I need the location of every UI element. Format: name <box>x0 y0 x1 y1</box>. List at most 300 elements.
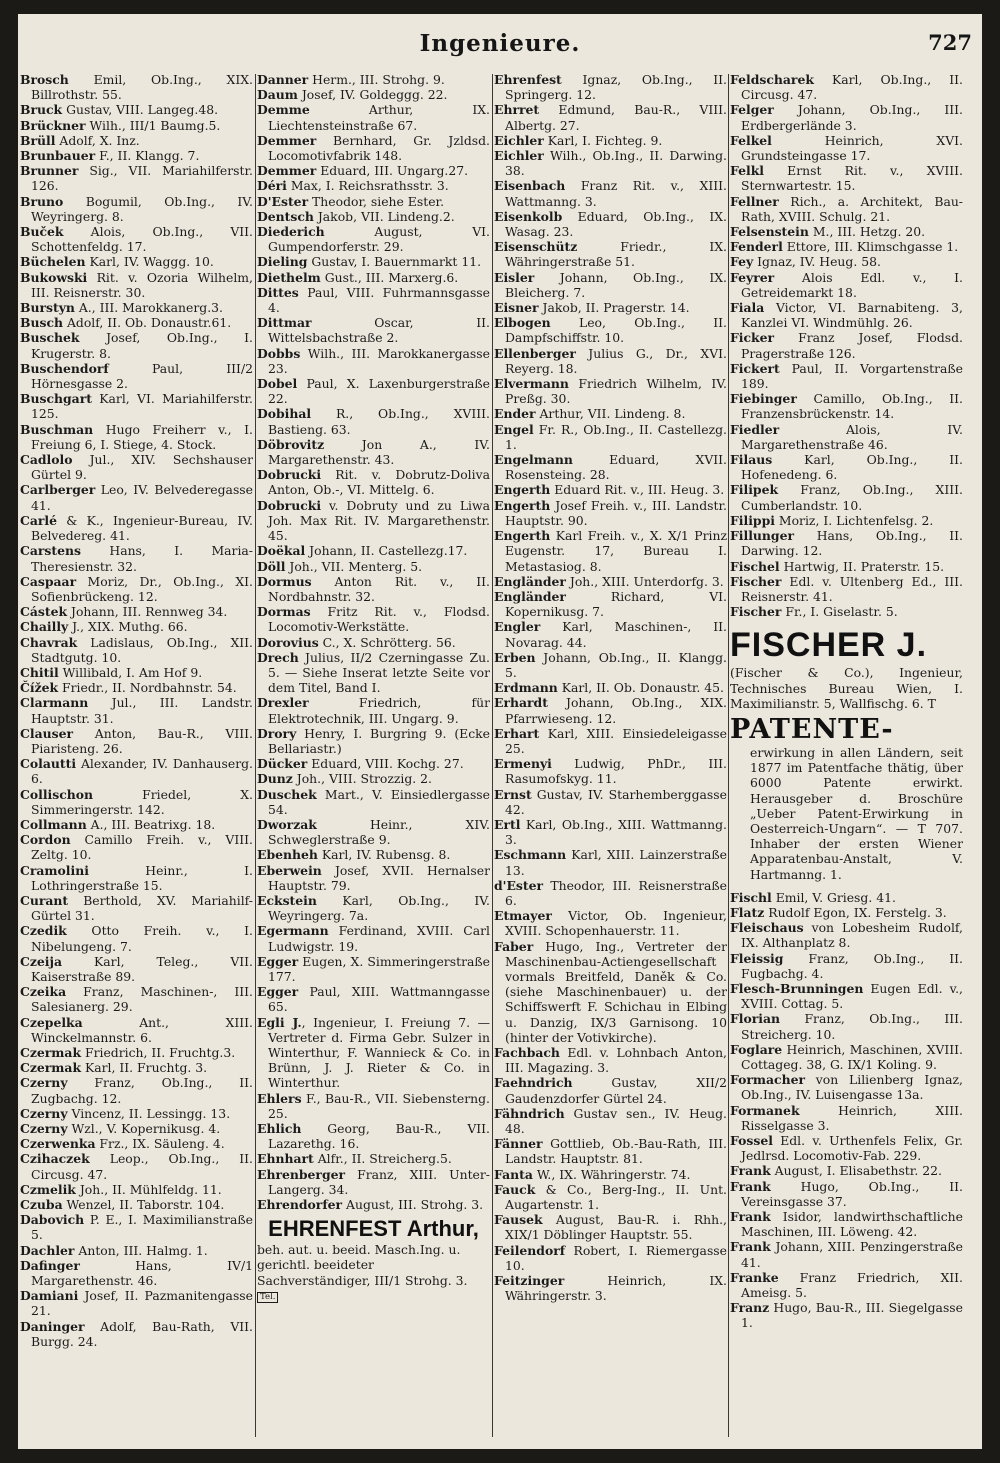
entry-details: Isidor, landwirthschaftliche Maschinen, III. Löweng. 42. <box>741 1209 963 1240</box>
entry-details: von Lilienberg Ignaz, Ob.Ing., IV. Luisengasse 13a. <box>741 1072 963 1103</box>
entry-name: Duschek <box>257 786 317 802</box>
directory-entry <box>20 194 253 224</box>
entry-name: Dobel <box>257 376 298 392</box>
directory-entry <box>20 1258 253 1288</box>
entry-details: Karl, XIII. Lainzerstraße 13. <box>505 847 727 878</box>
entry-details: Heinrich, IX. Währingerstr. 3. <box>505 1273 727 1304</box>
advertisement-intro: (Fischer & Co.), Ingenieur, Technisches Bureau Wien, I. Maximilianstr. 5, Wallfischg. 6. T <box>730 665 963 711</box>
directory-entry <box>494 1045 727 1075</box>
directory-entry <box>20 163 253 193</box>
entry-name: Brunner <box>20 163 79 179</box>
entry-details: Rudolf Egon, IX. Ferstelg. 3. <box>764 904 947 920</box>
entry-name: Chavrak <box>20 634 78 650</box>
directory-entry <box>257 102 490 132</box>
directory-entry <box>494 695 727 725</box>
directory-entry <box>20 315 253 330</box>
directory-entry <box>494 1136 727 1166</box>
entry-name: Dafinger <box>20 1257 80 1273</box>
entry-details: Adolf, II. Ob. Donaustr.61. <box>63 315 232 331</box>
entry-details: Johann, XIII. Penzingerstraße 41. <box>741 1239 963 1270</box>
entry-details: M., III. Hetzg. 20. <box>808 224 926 240</box>
directory-entry <box>20 574 253 604</box>
entry-name: Egger <box>257 984 299 1000</box>
entry-name: Czepelka <box>20 1014 83 1030</box>
entry-details: Eugen Edl. v., XVIII. Cottag. 5. <box>741 980 963 1012</box>
directory-entry <box>257 209 490 224</box>
entry-name: Czeija <box>20 953 62 969</box>
directory-entry <box>257 1197 490 1212</box>
directory-entry <box>20 635 253 665</box>
directory-entry <box>494 498 727 528</box>
entry-name: Fachbach <box>494 1045 560 1060</box>
entry-name: Filippi <box>730 512 775 528</box>
entry-details: Adolf, Bau-Rath, VII. Burgg. 24. <box>31 1318 253 1349</box>
entry-name: Fiala <box>730 300 765 316</box>
entry-name: Cramolini <box>20 862 89 878</box>
entry-details: Hugo, Bau-R., III. Siegelgasse 1. <box>741 1300 963 1331</box>
directory-entry <box>730 482 963 512</box>
directory-entry <box>730 330 963 360</box>
directory-entry <box>257 163 490 178</box>
directory-entry <box>20 604 253 619</box>
entry-name: Clauser <box>20 725 73 741</box>
directory-entry <box>494 589 727 619</box>
directory-entry <box>730 361 963 391</box>
entry-name: Dworzak <box>257 816 317 832</box>
entry-details: Gottlieb, Ob.-Bau-Rath, III. Landstr. Hauptstr. 81. <box>505 1136 727 1167</box>
entry-details: Bernhard, Gr. Jzldsd. Locomotivfabrik 148. <box>268 132 490 164</box>
entry-name: Fleissig <box>730 950 784 966</box>
entry-details: Julius G., Dr., XVI. Reyerg. 18. <box>505 345 727 376</box>
directory-entry <box>730 951 963 981</box>
directory-entry <box>257 224 490 254</box>
entry-details: Rit. v. Ozoria Wilhelm, III. Reisnerstr. 30. <box>31 269 253 300</box>
directory-entry <box>730 890 963 905</box>
directory-entry <box>730 133 963 163</box>
entry-name: Eisenkolb <box>494 208 563 224</box>
directory-entry <box>494 787 727 817</box>
directory-entry <box>730 920 963 950</box>
entry-name: Feilendorf <box>494 1242 566 1258</box>
entry-details: Richard, VI. Kopernikusg. 7. <box>505 588 727 620</box>
entry-details: Sig., VII. Mariahilferstr. 126. <box>31 163 253 194</box>
entry-name: Frank <box>730 1178 771 1194</box>
entry-name: Bruck <box>20 102 63 118</box>
directory-entry <box>494 102 727 132</box>
entry-details: Paul, XIII. Wattmanngasse 65. <box>268 984 490 1015</box>
directory-entry <box>257 133 490 163</box>
entry-details: August, VI. Gumpendorferstr. 29. <box>268 224 490 255</box>
directory-entry <box>20 893 253 923</box>
entry-name: Egermann <box>257 923 329 939</box>
entry-name: Fauck <box>494 1181 536 1197</box>
entry-details: Hans, I. Maria-Theresienstr. 32. <box>31 543 253 574</box>
directory-entry <box>20 984 253 1014</box>
entry-name: Drexler <box>257 695 309 711</box>
entry-details: & Co., Berg-Ing., II. Unt. Augartenstr. 1. <box>505 1181 727 1213</box>
entry-details: Friedel, X. Simmeringerstr. 142. <box>31 786 253 817</box>
directory-entry <box>494 1106 727 1136</box>
directory-entry <box>257 1167 490 1197</box>
entry-details: Hugo, Ing., Vertreter der Maschinenbau-Actiengesellschaft vormals Breitfeld, Daněk & Co. (siehe Maschinenbauer) u. der Schiffswerft F. Schichau in Elbing u. Danzig, IX/3 Garnisong. 10 (hinter der Votivkirche). <box>505 938 727 1045</box>
directory-entry <box>20 1136 253 1151</box>
directory-entry <box>494 270 727 300</box>
entry-details: W., IX. Währingerstr. 74. <box>532 1166 691 1182</box>
entry-details: Victor, Ob. Ingenieur, XVIII. Schopenhauerstr. 11. <box>505 908 727 939</box>
directory-entry <box>20 482 253 512</box>
entry-name: Czuba <box>20 1197 63 1213</box>
entry-name: Engländer <box>494 588 566 604</box>
entry-name: Erhart <box>494 725 540 741</box>
entry-name: Cordon <box>20 832 71 848</box>
entry-details: Karl, IV. Rubensg. 8. <box>317 847 451 863</box>
entry-name: Ehrret <box>494 102 540 118</box>
directory-entry <box>257 1015 490 1091</box>
entry-name: Felkl <box>730 163 765 179</box>
entry-name: Frank <box>730 1163 771 1179</box>
entry-name: Fischl <box>730 889 772 905</box>
entry-name: Drory <box>257 725 297 741</box>
directory-entry <box>494 315 727 345</box>
directory-entry <box>730 981 963 1011</box>
directory-entry <box>494 650 727 680</box>
entry-name: Drech <box>257 649 299 665</box>
entry-name: Fausek <box>494 1212 543 1228</box>
entry-details: Karl, VI. Mariahilferstr. 125. <box>31 391 253 422</box>
entry-details: Eduard, III. Ungarg.27. <box>316 163 469 179</box>
entry-name: Collmann <box>20 816 87 832</box>
entry-name: Czerny <box>20 1075 68 1091</box>
entry-details: Ignaz, IV. Heug. 58. <box>753 254 881 270</box>
directory-entry <box>20 1288 253 1318</box>
entry-details: Camillo, Ob.Ing., II. Franzensbrückenstr. 14. <box>741 391 963 422</box>
directory-entry <box>257 787 490 817</box>
directory-entry <box>20 1045 253 1060</box>
entry-name: Felger <box>730 102 774 118</box>
entry-details: Joh., VIII. Strozzig. 2. <box>292 771 432 787</box>
entry-details: Heinr., I. Lothringerstraße 15. <box>31 862 253 893</box>
column-rule <box>728 74 729 1437</box>
entry-details: Joh., II. Mühlfeldg. 11. <box>75 1181 222 1197</box>
entry-details: Arthur, IX. Liechtensteinstraße 67. <box>268 102 490 133</box>
entry-name: Ehrenfest <box>494 72 562 87</box>
directory-entry <box>20 832 253 862</box>
entry-details: Theodor, siehe Ester. <box>308 193 445 209</box>
entry-name: Czmelik <box>20 1181 76 1197</box>
entry-details: Ernst Rit. v., XVIII. Sternwartestr. 15. <box>741 163 963 194</box>
entry-name: Ehlich <box>257 1121 302 1137</box>
entry-name: Dorovius <box>257 634 319 650</box>
entry-name: Faehndrich <box>494 1075 573 1091</box>
directory-entry <box>257 194 490 209</box>
entry-name: Clarmann <box>20 695 89 711</box>
entry-name: Brüll <box>20 132 56 148</box>
directory-entry <box>257 406 490 436</box>
entry-details: Franz, Ob.Ing., III. Streicherg. 10. <box>741 1011 963 1042</box>
entry-name: Ficker <box>730 330 775 346</box>
directory-entry <box>20 224 253 254</box>
entry-details: Franz Rit. v., XIII. Wattmanng. 3. <box>505 178 727 209</box>
entry-details: Karl, Maschinen-, II. Novarag. 44. <box>505 619 727 650</box>
entry-name: Bruno <box>20 193 64 209</box>
entry-details: Fr., I. Giselastr. 5. <box>781 604 898 620</box>
entry-name: Eisner <box>494 300 539 316</box>
entry-details: F., II. Klangg. 7. <box>95 148 200 164</box>
entry-name: Danner <box>257 72 309 87</box>
directory-entry <box>257 178 490 193</box>
entry-name: Damiani <box>20 1288 79 1304</box>
entry-name: Engelmann <box>494 452 573 468</box>
entry-details: Oscar, II. Wittelsbachstraße 2. <box>268 315 490 346</box>
entry-details: Jon A., IV. Margarethenstr. 43. <box>268 436 490 468</box>
directory-entry <box>730 1270 963 1300</box>
entry-name: Dobbs <box>257 345 301 361</box>
entry-name: Dormas <box>257 604 311 620</box>
entry-details: Karl, Ob.Ing., IV. Weyringerg. 7a. <box>268 892 490 924</box>
entry-name: Formacher <box>730 1072 806 1088</box>
entry-name: Buček <box>20 224 64 240</box>
entry-details: P. E., I. Maximilianstraße 5. <box>31 1212 253 1243</box>
entry-details: Karl, XIII. Einsiedeleigasse 25. <box>505 725 727 756</box>
advertisement-name: EHRENFEST Arthur, <box>268 1216 479 1242</box>
entry-name: Buschgart <box>20 391 92 407</box>
entry-details: Alexander, IV. Danhauserg. 6. <box>31 756 253 787</box>
entry-details: Anton, III. Halmg. 1. <box>74 1242 208 1258</box>
entry-details: A., III. Beatrixg. 18. <box>86 816 216 832</box>
entry-name: Fischer <box>730 573 782 589</box>
entry-details: Karl, Ob.Ing., II. Circusg. 47. <box>741 72 963 103</box>
entry-details: Fr. R., Ob.Ing., II. Castellezg. 1. <box>505 421 727 452</box>
directory-entry <box>20 863 253 893</box>
entry-name: D'Ester <box>257 193 309 209</box>
entry-name: Döbrovitz <box>257 436 325 452</box>
entry-name: Carlé <box>20 512 58 528</box>
entry-name: Formanek <box>730 1102 800 1118</box>
directory-entry <box>20 1182 253 1197</box>
directory-entry <box>257 984 490 1014</box>
directory-entry <box>257 559 490 574</box>
directory-entry <box>730 528 963 558</box>
entry-details: Vincenz, II. Lessingg. 13. <box>67 1105 231 1121</box>
directory-entry <box>494 847 727 877</box>
entry-name: Elvermann <box>494 376 569 392</box>
entry-details: F., Bau-R., VII. Siebensterng. 25. <box>268 1090 490 1121</box>
entry-name: Egger <box>257 953 299 969</box>
advertisement-headline: PATENTE- <box>730 713 894 745</box>
entry-details: Willibald, I. Am Hof 9. <box>58 664 203 680</box>
directory-entry <box>730 1163 963 1178</box>
entry-details: Arthur, VII. Lindeng. 8. <box>535 406 686 422</box>
directory-entry <box>257 1121 490 1151</box>
directory-entry <box>730 1072 963 1102</box>
entry-name: Filaus <box>730 452 773 468</box>
entry-details: August, Bau-R. i. Rhh., XIX/1 Döblinger Hauptstr. 55. <box>505 1212 727 1243</box>
directory-entry <box>20 1075 253 1105</box>
entry-details: Fritz Rit. v., Flodsd. Locomotiv-Werkstätte. <box>268 604 490 635</box>
directory-entry <box>20 452 253 482</box>
directory-entry <box>20 1106 253 1121</box>
directory-entry <box>494 1212 727 1242</box>
entry-details: Otto Freih. v., I. Nibelungeng. 7. <box>31 923 253 954</box>
entry-details: Frz., IX. Säuleng. 4. <box>95 1136 225 1152</box>
entry-details: Franz Friedrich, XII. Ameisg. 5. <box>741 1269 963 1301</box>
entry-details: Jakob, VII. Lindeng.2. <box>313 208 455 224</box>
directory-entry <box>494 1075 727 1105</box>
entry-details: Edl. v. Ultenberg Ed., III. Reisnerstr. 41. <box>741 573 963 604</box>
entry-name: Diederich <box>257 224 325 240</box>
column-rule <box>492 74 493 1437</box>
entry-name: Demme <box>257 102 310 118</box>
entry-details: Karl, Ob.Ing., XIII. Wattmanng. 3. <box>505 816 727 848</box>
entry-details: Hans, IV/1 Margarethenstr. 46. <box>31 1257 253 1289</box>
directory-entry <box>730 574 963 604</box>
entry-details: Gustav, VIII. Langeg.48. <box>62 102 219 118</box>
page-title: Ingenieure. <box>419 30 581 57</box>
entry-details: A., III. Marokkanerg.3. <box>74 300 223 316</box>
entry-name: Demmer <box>257 163 317 179</box>
entry-details: Josef, Ob.Ing., I. Krugerstr. 8. <box>31 330 253 361</box>
entry-name: Dunz <box>257 771 293 787</box>
entry-details: Gust., III. Marxerg.6. <box>320 269 459 285</box>
directory-entry <box>494 528 727 574</box>
entry-details: Johann, Ob.Ing., II. Klangg. 5. <box>505 649 727 680</box>
entry-name: Franke <box>730 1269 779 1285</box>
entry-name: Dobrucki <box>257 467 322 483</box>
entry-name: Foglare <box>730 1041 783 1057</box>
entry-details: Alois Edl. v., I. Getreidemarkt 18. <box>741 269 963 300</box>
entry-details: Wilh., III/1 Baumg.5. <box>85 117 221 133</box>
directory-entry <box>730 1179 963 1209</box>
entry-name: Flesch-Brunningen <box>730 980 864 996</box>
entry-name: Engler <box>494 619 541 635</box>
entry-name: Czermak <box>20 1045 82 1060</box>
directory-entry <box>494 726 727 756</box>
entry-details: Friedrich Wilhelm, IV. Preßg. 30. <box>505 376 727 407</box>
directory-entry <box>730 391 963 421</box>
directory-entry <box>257 437 490 467</box>
directory-entry <box>20 726 253 756</box>
directory-entry <box>494 1243 727 1273</box>
entry-name: Engländer <box>494 573 566 589</box>
entry-details: Franz, Ob.Ing., XIII. Cumberlandstr. 10. <box>741 482 963 513</box>
entry-name: Brosch <box>20 72 69 87</box>
entry-name: Fillunger <box>730 528 795 544</box>
directory-entry <box>730 72 963 102</box>
directory-entry <box>20 1319 253 1349</box>
entry-name: Ehnhart <box>257 1151 314 1167</box>
column-2 <box>257 72 490 1437</box>
entry-details: Theodor, III. Reisnerstraße 6. <box>505 877 727 908</box>
entry-details: August, III. Strohg. 3. <box>342 1197 484 1213</box>
entry-name: Etmayer <box>494 908 552 924</box>
directory-entry <box>494 680 727 695</box>
entry-details: Mart., V. Einsiedlergasse 54. <box>268 786 490 817</box>
directory-entry <box>20 680 253 695</box>
entry-name: Dobrucki <box>257 497 322 513</box>
directory-entry <box>257 847 490 862</box>
entry-name: Erdmann <box>494 680 558 696</box>
entry-name: Czihaczek <box>20 1151 90 1167</box>
directory-entry <box>494 178 727 208</box>
entry-name: Ebenheh <box>257 847 318 863</box>
directory-entry <box>257 817 490 847</box>
entry-details: Karl Freih. v., X. X/1 Prinz Eugenstr. 17, Bureau I. Metastasiog. 8. <box>505 528 727 574</box>
directory-entry <box>20 1212 253 1242</box>
entry-details: Johann, Ob.Ing., III. Erdbergerlände 3. <box>741 102 963 133</box>
entry-details: Josef, XVII. Hernalser Hauptstr. 79. <box>268 862 490 893</box>
entry-details: Franz, Ob.Ing., II. Zugbachg. 12. <box>31 1075 253 1106</box>
entry-details: Rit. v. Dobrutz-Doliva Anton, Ob.-, VI. Mittelg. 6. <box>268 467 490 498</box>
entry-name: Fossel <box>730 1133 773 1148</box>
directory-entry <box>257 376 490 406</box>
entry-details: Henry, I. Burgring 9. (Ecke Bellariastr.) <box>268 725 490 756</box>
entry-name: Carlberger <box>20 482 96 498</box>
entry-details: Eduard, VIII. Kochg. 27. <box>307 756 464 772</box>
directory-entry <box>20 133 253 148</box>
entry-name: Ehrenberger <box>257 1166 346 1182</box>
directory-entry <box>730 1300 963 1330</box>
column-1 <box>20 72 253 1437</box>
directory-entry <box>20 330 253 360</box>
telephone-mark: Tel. <box>257 1292 278 1303</box>
entry-name: Fellner <box>730 193 779 209</box>
directory-entry <box>494 756 727 786</box>
entry-name: Déri <box>257 178 287 194</box>
entry-name: Ehrendorfer <box>257 1197 343 1213</box>
entry-name: Diethelm <box>257 269 321 285</box>
directory-entry <box>20 543 253 573</box>
directory-entry <box>494 376 727 406</box>
entry-name: Frank <box>730 1209 771 1225</box>
entry-name: Dücker <box>257 756 308 772</box>
directory-entry <box>257 923 490 953</box>
entry-details: Heinr., XIV. Schweglerstraße 9. <box>268 816 490 848</box>
entry-name: Cadlolo <box>20 452 73 468</box>
entry-details: Gustav, I. Bauernmarkt 11. <box>307 254 482 270</box>
entry-details: Hans, Ob.Ing., II. Darwing. 12. <box>741 528 963 559</box>
directory-entry <box>20 270 253 300</box>
entry-details: Hartwig, II. Praterstr. 15. <box>779 558 945 574</box>
entry-details: Emil, Ob.Ing., XIX. Billrothstr. 55. <box>31 72 253 103</box>
advertisement-body: erwirkung in allen Ländern, seit 1877 im Patentfache thätig, über 6000 Patente erwirkt. Herausgeber d. Broschüre „Ueber Patent-Erwirkung in Oesterreich-Ungarn“. — T 707. Inhaber der ersten Wiener Apparatenbau-Anstalt, V. Hartmanng. 1. <box>750 744 963 882</box>
entry-name: Doëkal <box>257 543 306 559</box>
directory-entry <box>257 893 490 923</box>
entry-details: Franz, Ob.Ing., II. Fugbachg. 4. <box>741 950 963 981</box>
entry-name: Engel <box>494 421 534 437</box>
entry-details: Leo, IV. Belvederegasse 41. <box>31 482 253 513</box>
entry-details: Alois, Ob.Ing., VII. Schottenfeldg. 17. <box>31 224 253 255</box>
entry-name: Dormus <box>257 573 312 589</box>
entry-details: Josef, IV. Goldeggg. 22. <box>297 87 448 103</box>
directory-entry <box>730 1209 963 1239</box>
entry-details: Karl, II. Ob. Donaustr. 45. <box>557 680 724 696</box>
entry-details: Leo, Ob.Ing., II. Dampfschiffstr. 10. <box>505 315 727 346</box>
entry-details: Johann, Ob.Ing., XIX. Pfarrwieseng. 12. <box>505 695 727 726</box>
directory-page <box>18 14 982 1449</box>
entry-name: Feyrer <box>730 269 775 285</box>
entry-details: & K., Ingenieur-Bureau, IV. Belvedereg. 41. <box>31 512 253 544</box>
entry-details: Friedr., II. Nordbahnstr. 54. <box>58 680 237 696</box>
directory-entry <box>494 133 727 148</box>
directory-entry <box>20 817 253 832</box>
column-rule <box>255 74 256 1437</box>
directory-entry <box>20 1015 253 1045</box>
directory-entry <box>730 513 963 528</box>
advertisement-text: beh. aut. u. beeid. Masch.Ing. u. gerichtl. beeideter Sachverständiger, III/1 Strohg. 3. Tel. <box>257 1242 468 1302</box>
entry-details: Jakob, II. Pragerstr. 14. <box>538 300 690 316</box>
entry-name: Chailly <box>20 619 69 635</box>
entry-name: Fähndrich <box>494 1105 565 1121</box>
